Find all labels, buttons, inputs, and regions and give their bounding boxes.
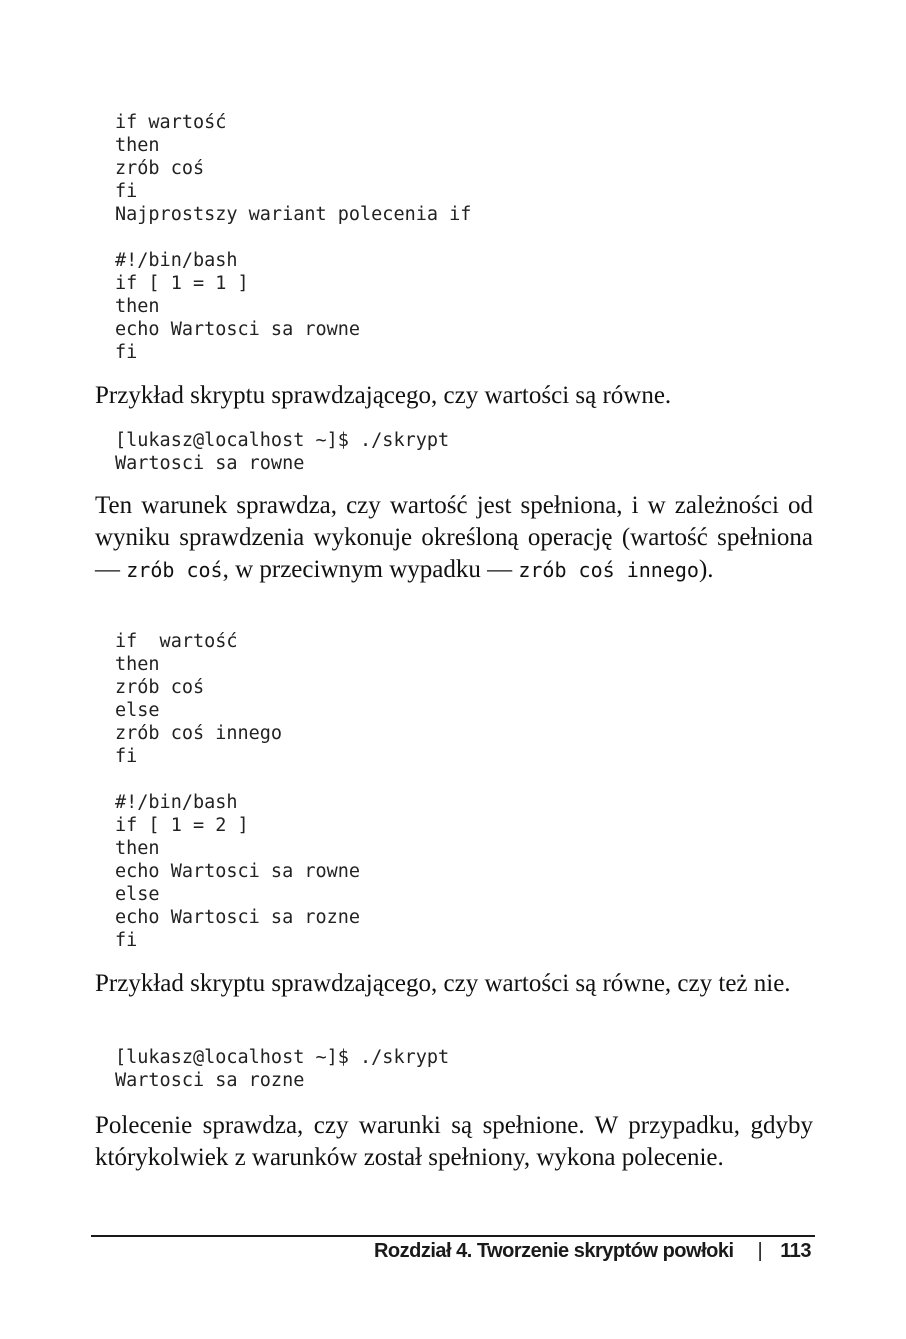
code-line: if wartość — [115, 112, 227, 133]
page-footer — [374, 1240, 811, 1263]
code-line: fi — [115, 342, 138, 363]
code-line: else — [115, 700, 160, 721]
code-line: if [ 1 = 1 ] — [115, 273, 249, 294]
code-line: #!/bin/bash — [115, 250, 238, 271]
code-line: else — [115, 884, 160, 905]
code-block-output-equal — [115, 429, 449, 475]
code-line: fi — [115, 746, 138, 767]
code-line: echo Wartosci sa rowne — [115, 861, 361, 882]
code-line: echo Wartosci sa rowne — [115, 319, 361, 340]
code-line: if [ 1 = 2 ] — [115, 815, 249, 836]
code-line: if wartość — [115, 631, 238, 652]
paragraph-if-else-explanation — [95, 490, 813, 586]
inline-code: zrób coś — [126, 558, 223, 582]
footer-rule — [91, 1235, 815, 1237]
footer-separator: | — [757, 1240, 763, 1262]
code-line: Najprostszy wariant polecenia if — [115, 204, 472, 225]
code-line: zrób coś — [115, 158, 205, 179]
code-line: Wartosci sa rowne — [115, 453, 305, 474]
code-block-output-different — [115, 1046, 449, 1092]
code-line — [115, 768, 360, 791]
paragraph-example-equal-or-not: Przykład skryptu sprawdzającego, czy wartości są równe, czy też nie. — [95, 970, 791, 997]
paragraph-conditions-explanation: Polecenie sprawdza, czy warunki są spełnione. W przypadku, gdyby którykolwiek z warunków został spełniony, wykona polecenie. — [95, 1112, 813, 1171]
paragraph-text: ). — [698, 556, 714, 583]
paragraph-text: Ten warunek sprawdza, czy wartość jest spełniona, i w zależności od wyniku sprawdzenia wykonuje określoną operację (wartość spełniona — — [95, 492, 813, 583]
paragraph-example-equal: Przykład skryptu sprawdzającego, czy wartości są równe. — [95, 382, 672, 409]
code-line: then — [115, 296, 160, 317]
code-line: fi — [115, 181, 138, 202]
inline-code: zrób coś innego — [518, 558, 699, 582]
code-line: [lukasz@localhost ~]$ ./skrypt — [115, 430, 450, 451]
paragraph-text: , w przeciwnym wypadku — — [222, 556, 519, 583]
code-line: Wartosci sa rozne — [115, 1070, 305, 1091]
code-block-if-else-syntax — [115, 630, 360, 952]
code-line: then — [115, 838, 160, 859]
code-line: zrób coś — [115, 677, 205, 698]
code-line: then — [115, 654, 160, 675]
code-line: #!/bin/bash — [115, 792, 238, 813]
code-line: fi — [115, 930, 138, 951]
code-block-if-syntax — [115, 111, 471, 364]
chapter-title: Rozdział 4. Tworzenie skryptów powłoki — [373, 1240, 734, 1262]
code-line: echo Wartosci sa rozne — [115, 907, 361, 928]
code-line: then — [115, 135, 160, 156]
page-number: 113 — [780, 1240, 811, 1262]
code-line — [115, 226, 471, 249]
code-line: zrób coś innego — [115, 723, 283, 744]
code-line: [lukasz@localhost ~]$ ./skrypt — [115, 1047, 450, 1068]
